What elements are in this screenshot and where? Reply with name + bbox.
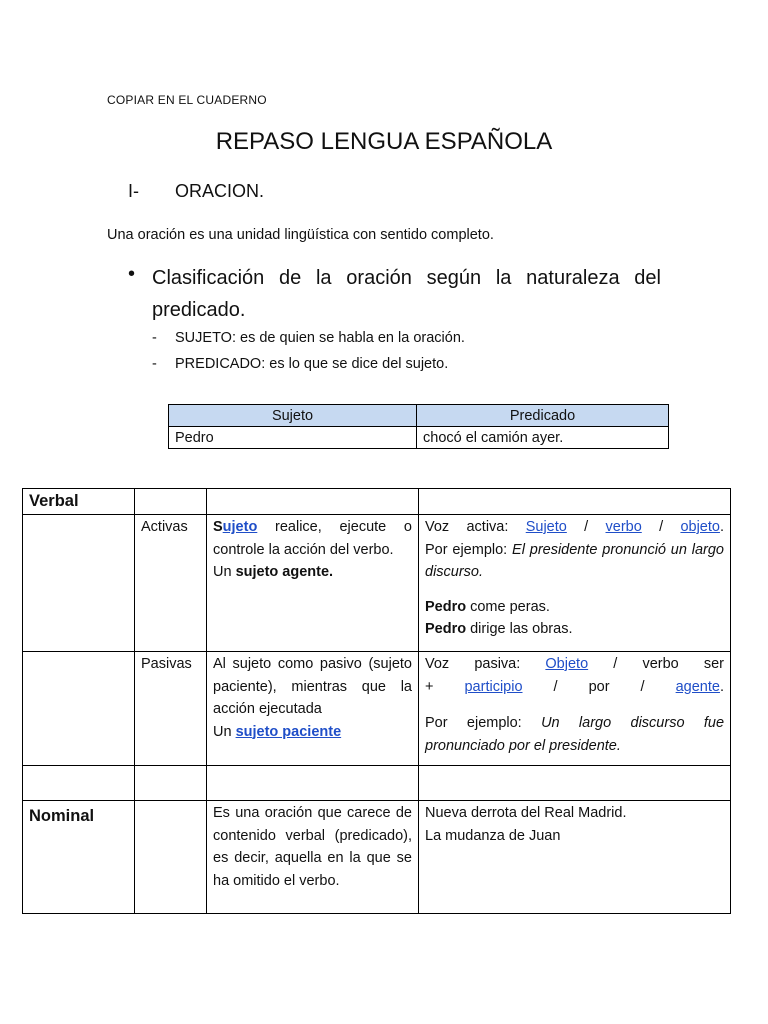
def-un: Un [213,723,236,740]
agente-link[interactable]: agente [675,678,720,695]
def-s: S [213,519,223,535]
objeto-link[interactable]: Objeto [545,656,589,672]
pasivas-examples: Voz pasiva: Objeto / verbo ser + participio / por / agente. Por ejemplo: Un largo discurso fue pronunciado por el presidente. [419,652,731,766]
example-subject: Pedro [425,598,467,615]
nominal-definition: Es una oración que carece de contenido verbal (predicado), es decir, aquella en la que se ha omitido el verbo. [207,801,419,914]
voz-pasiva-label: Voz pasiva: [425,656,546,672]
dash-text: : es de quien se habla en la oración. [231,330,465,346]
nominal-examples [419,801,731,914]
cell-sujeto: Pedro [169,427,417,449]
por-word: por [588,678,610,695]
def-rest: realice, ejecute o controle la acción del verbo. [213,519,412,558]
objeto-link[interactable]: objeto [680,519,720,535]
definition-text: Una oración es una unidad lingüística con sentido completo. [107,227,494,243]
type-pasivas: Pasivas [135,652,207,766]
ejemplo-text: El presidente pronunció un largo discurso. [425,541,724,580]
verbo-link[interactable]: verbo [605,519,642,535]
dash-icon: - [152,330,157,346]
empty-cell [207,489,419,515]
empty-cell [419,766,731,801]
example-table-row [169,427,669,449]
nominal-example: La mudanza de Juan [425,827,561,844]
participio-link[interactable]: participio [464,678,523,695]
empty-cell [135,489,207,515]
example-table-header [169,405,669,427]
bullet-dot-icon: • [128,263,136,285]
cell-predicado: chocó el camión ayer. [417,427,669,449]
type-activas: Activas [135,515,207,652]
def-un: Un [213,564,236,580]
ejemplo-label: Por ejemplo: [425,715,542,731]
sujeto-paciente-link[interactable]: sujeto paciente [235,723,342,740]
activas-examples: Voz activa: Sujeto / verbo / objeto. Por ejemplo: El presidente pronunció un largo discurso. Pedro come peras. Pedro dirige las obras. [419,515,731,652]
verbo-ser: verbo ser [642,656,725,672]
dash-icon: - [152,356,157,372]
section-number: I- [128,181,139,201]
row-label-verbal: Verbal [23,489,135,515]
pasivas-def-text: Al sujeto como pasivo (sujeto paciente), mientras que la acción ejecutada [213,656,412,717]
nominal-example: Nueva derrota del Real Madrid. [425,805,627,821]
example-subject: Pedro [425,621,467,637]
example-predicate: dirige las obras. [466,621,573,637]
table-row-verbal-header [23,489,731,515]
sujeto-link[interactable]: Sujeto [525,519,567,535]
copy-note: COPIAR EN EL CUADERNO [107,93,267,107]
table-row-activas [23,515,731,652]
empty-cell [23,515,135,652]
bullet-text: Clasificación de la oración según la naturaleza del predicado. [152,267,661,321]
table-row-pasivas [23,652,731,766]
header-cell-predicado: Predicado [417,405,669,427]
example-table [168,404,669,449]
empty-cell [23,652,135,766]
voz-activa-label: Voz activa: [425,519,526,535]
empty-cell [135,766,207,801]
sujeto-link[interactable]: ujeto [222,519,258,535]
plus-sign: + [425,678,465,695]
example-predicate: come peras. [466,598,550,615]
ejemplo-text: Un largo discurso fue pronunciado por el presidente. [425,715,725,754]
table-row-nominal [23,801,731,914]
empty-cell [135,801,207,914]
activas-definition [207,515,419,652]
empty-cell [23,766,135,801]
pasivas-definition [207,652,419,766]
empty-cell [419,489,731,515]
dash-term: SUJETO [175,330,232,346]
dash-item-sujeto [175,330,465,346]
dash-term: PREDICADO [175,356,262,372]
page-title: REPASO LENGUA ESPAÑOLA [215,128,553,155]
row-label-nominal: Nominal [23,801,135,914]
dash-text: : es lo que se dice del sujeto. [261,356,449,372]
classification-table [22,488,731,914]
empty-cell [207,766,419,801]
header-cell-sujeto: Sujeto [169,405,417,427]
table-row-empty [23,766,731,801]
sujeto-agente: sujeto agente. [235,564,334,580]
section-title: ORACION. [175,181,265,201]
ejemplo-label: Por ejemplo: [425,541,513,558]
dash-item-predicado [175,356,448,372]
